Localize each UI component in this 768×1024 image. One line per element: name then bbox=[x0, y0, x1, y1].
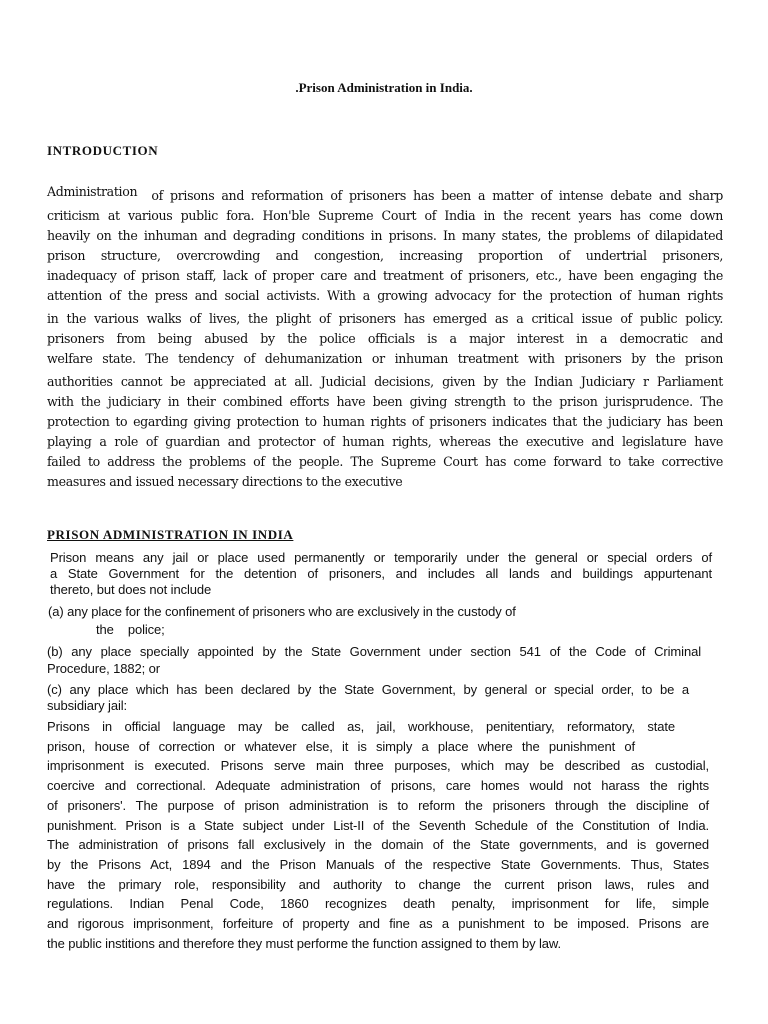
intro-line-5: inadequacy of prison staff, lack of proper care and treatment of prisoners, etc., have been engaging the bbox=[47, 268, 723, 283]
body-line-10: regulations. Indian Penal Code, 1860 recognizes death penalty, imprisonment for life, simple bbox=[47, 896, 709, 912]
item-a-line-1: (a) any place for the confinement of prisoners who are exclusively in the custody of bbox=[48, 604, 516, 619]
body-line-1: Prisons in official language may be called as, jail, workhouse, penitentiary, reformatory, state bbox=[47, 719, 675, 734]
intro-line-7: in the various walks of lives, the plight of prisoners has emerged as a critical issue of public policy. bbox=[47, 311, 723, 326]
item-c-line-2: subsidiary jail: bbox=[47, 698, 128, 713]
intro-line-10: authorities cannot be appreciated at all. Judicial decisions, given by the Indian Judiciary r Parliament bbox=[47, 374, 723, 389]
body-line-8: by the Prisons Act, 1894 and the Prison Manuals of the respective State Governments. Thus, States bbox=[47, 856, 709, 872]
intro-line-14: failed to address the problems of the people. The Supreme Court has come forward to take corrective bbox=[47, 454, 723, 469]
prison-administration-heading: PRISON ADMINISTRATION IN INDIA bbox=[47, 527, 294, 542]
item-b-line-1: (b) any place specially appointed by the State Government under section 541 of the Code of Criminal bbox=[47, 644, 701, 659]
body-line-2: prison, house of correction or whatever else, it is simply a place where the punishment of bbox=[47, 738, 635, 754]
definition-line-1: Prison means any jail or place used permanently or temporarily under the general or special orders of bbox=[50, 550, 712, 565]
intro-line-1: Administration of prisons and reformation of prisoners has been a matter of intense debate and sharp bbox=[47, 184, 723, 203]
body-line-5: of prisoners'. The purpose of prison administration is to reform the prisoners through the discipline of bbox=[47, 797, 709, 813]
exclusion-item-a bbox=[48, 603, 648, 639]
body-line-11: and rigorous imprisonment, forfeiture of property and fine as a punishment to be imposed. Prisons are bbox=[47, 916, 709, 932]
intro-line-6: attention of the press and social activists. With a growing advocacy for the protection of human rights bbox=[47, 288, 723, 303]
intro-line-4: prison structure, overcrowding and congestion, increasing proportion of undertrial prisoners, bbox=[47, 248, 723, 263]
prison-body-paragraph bbox=[47, 717, 709, 953]
intro-line-3: heavily on the inhuman and degrading conditions in prisons. In many states, the problems of dilapidated bbox=[47, 228, 723, 243]
intro-line-11: with the judiciary in their combined efforts have been giving strength to the prison jurisprudence. The bbox=[47, 394, 723, 409]
intro-line-12: protection to egarding giving protection to human rights of prisoners indicates that the judiciary has been bbox=[47, 414, 723, 429]
intro-line-9: welfare state. The tendency of dehumanization or inhuman treatment with prisoners by the prison bbox=[47, 351, 723, 366]
body-line-3: imprisonment is executed. Prisons serve main three purposes, which may be described as custodial, bbox=[47, 758, 709, 774]
body-line-4: coercive and correctional. Adequate administration of prisons, care homes would not harass the rights bbox=[47, 778, 709, 794]
exclusion-item-b bbox=[47, 643, 701, 677]
document-title: .Prison Administration in India. bbox=[295, 80, 473, 95]
introduction-paragraph bbox=[47, 186, 723, 492]
intro-line-2: criticism at various public fora. Hon'ble Supreme Court of India in the recent years has come down bbox=[47, 208, 723, 223]
prison-definition bbox=[50, 550, 712, 598]
intro-line-13: playing a role of guardian and protector of human rights, whereas the executive and legislature have bbox=[47, 434, 723, 449]
body-line-6: punishment. Prison is a State subject under List-II of the Seventh Schedule of the Constitution of India. bbox=[47, 817, 709, 833]
item-a-line-2: the police; bbox=[96, 622, 165, 637]
definition-line-2: a State Government for the detention of prisoners, and includes all lands and buildings appurtenant bbox=[50, 566, 712, 581]
body-line-9: have the primary role, responsibility and authority to change the current prison laws, rules and bbox=[47, 876, 709, 892]
intro-line-15: measures and issued necessary directions to the executive bbox=[47, 474, 403, 489]
item-c-line-1: (c) any place which has been declared by the State Government, by general or special order, to be a bbox=[47, 682, 689, 697]
definition-line-3: thereto, but does not include bbox=[50, 582, 212, 597]
introduction-heading: INTRODUCTION bbox=[47, 143, 159, 158]
item-b-line-2: Procedure, 1882; or bbox=[47, 661, 161, 676]
exclusion-item-c bbox=[47, 682, 689, 714]
intro-line-8: prisoners from being abused by the police officials is a major interest in a democratic and bbox=[47, 331, 723, 346]
body-line-7: The administration of prisons fall exclusively in the domain of the State governments, and is governed bbox=[47, 837, 709, 853]
body-line-12: the public institions and therefore they must performe the function assigned to them by law. bbox=[47, 935, 561, 951]
